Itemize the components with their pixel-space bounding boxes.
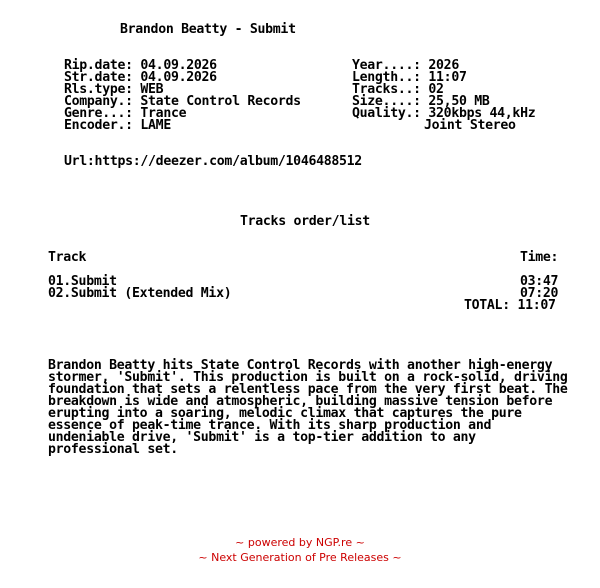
description-line: Brandon Beatty hits State Control Records with another high-energy [48, 358, 553, 373]
description-line: undeniable drive, 'Submit' is a top-tier addition to any [48, 430, 476, 445]
info-company: Company.: State Control Records [64, 94, 301, 109]
info-genre: Genre...: Trance [64, 106, 187, 121]
track-name: 02.Submit (Extended Mix) [48, 286, 232, 301]
description-line: stormer, 'Submit'. This production is built on a rock-solid, driving [48, 370, 568, 385]
info-str-date: Str.date: 04.09.2026 [64, 70, 217, 85]
track-time: 07:20 [520, 286, 559, 301]
album-url: Url:https://deezer.com/album/1046488512 [64, 154, 362, 169]
info-length: Length..: 11:07 [352, 70, 467, 85]
description-line: erupting into a soaring, melodic climax that captures the pure [48, 406, 522, 421]
time-column-header: Time: [520, 250, 559, 265]
info-rip-date: Rip.date: 04.09.2026 [64, 58, 217, 73]
release-title: Brandon Beatty - Submit [120, 22, 296, 37]
info-tracks: Tracks..: 02 [352, 82, 444, 97]
footer-powered-by: ~ powered by NGP.re ~ [235, 536, 365, 549]
info-stereo: Joint Stereo [424, 118, 516, 133]
info-size: Size....: 25,50 MB [352, 94, 490, 109]
track-name: 01.Submit [48, 274, 117, 289]
info-encoder: Encoder.: LAME [64, 118, 171, 133]
info-year: Year....: 2026 [352, 58, 459, 73]
description-line: professional set. [48, 442, 178, 457]
track-time: 03:47 [520, 274, 559, 289]
description-line: breakdown is wide and atmospheric, building massive tension before [48, 394, 553, 409]
description-line: essence of peak-time trance. With its sharp production and [48, 418, 492, 433]
description-line: foundation that sets a relentless pace from the very first beat. The [48, 382, 568, 397]
total-time: TOTAL: 11:07 [464, 298, 556, 313]
info-quality: Quality.: 320kbps 44,kHz [352, 106, 536, 121]
footer-tagline: ~ Next Generation of Pre Releases ~ [198, 551, 402, 564]
tracks-heading: Tracks order/list [240, 214, 370, 229]
info-rls-type: Rls.type: WEB [64, 82, 164, 97]
track-column-header: Track [48, 250, 87, 265]
